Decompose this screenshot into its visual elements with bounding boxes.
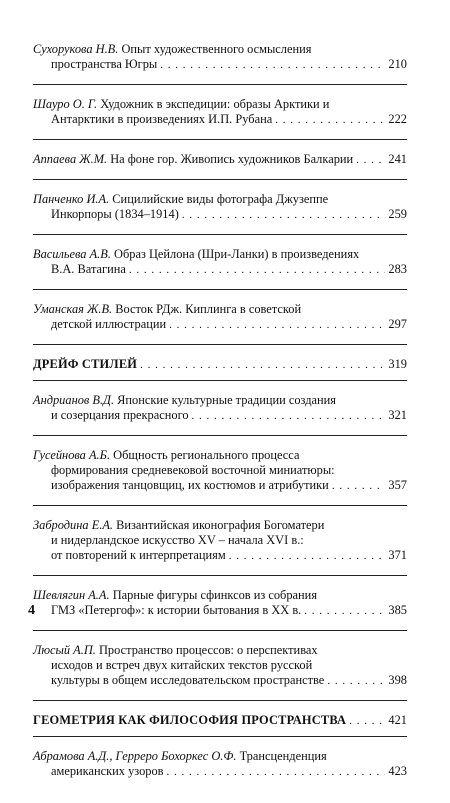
entry-last-line — [33, 408, 407, 424]
entry-title-start: Японские культурные традиции создания — [117, 393, 336, 407]
entry-title-start: Восток РДж. Киплинга в советской — [115, 302, 302, 316]
entry-title-end: ГМЗ «Петергоф»: к истории бытования в XX в. — [51, 603, 302, 617]
entry-last-line — [33, 478, 407, 494]
entry-author: Гусейнова А.Б. — [33, 448, 111, 462]
entry-page-number: 423 — [388, 764, 407, 778]
dot-leader — [167, 765, 386, 780]
entry-author: Сухорукова Н.В. — [33, 42, 119, 56]
entry-first-line — [33, 247, 407, 262]
entry-title-end: изображения танцовщиц, их костюмов и атрибутики — [51, 478, 329, 492]
toc-entry — [33, 588, 407, 631]
dot-leader — [182, 208, 386, 223]
entry-first-line — [33, 393, 407, 408]
entry-page-number: 321 — [388, 408, 407, 422]
entry-last-line — [33, 673, 407, 689]
entry-last-line — [33, 603, 407, 619]
toc-section — [33, 357, 407, 381]
entry-title-line: исходов и встреч двух китайских текстов русской — [51, 658, 313, 672]
entry-last-line — [33, 764, 407, 780]
entry-first-line — [33, 192, 407, 207]
entry-title-line: и нидерландское искусство XV – начала XVI в.: — [51, 533, 304, 547]
entry-page-number: 421 — [388, 713, 407, 727]
toc-entry — [33, 518, 407, 576]
entry-title-end: Инкорпоры (1834–1914) — [51, 207, 179, 221]
dot-leader — [327, 674, 385, 689]
entry-author: Забродина Е.А. — [33, 518, 114, 532]
entry-page-number: 319 — [388, 357, 407, 371]
entry-author: Васильева А.В. — [33, 247, 111, 261]
dot-leader — [160, 58, 385, 73]
dot-leader — [229, 549, 386, 564]
page-number: 4 — [28, 603, 35, 618]
entry-first-line — [33, 518, 407, 533]
entry-page-number: 297 — [388, 317, 407, 331]
entry-title-start: Византийская иконография Богоматери — [116, 518, 325, 532]
entry-author: Панченко И.А. — [33, 192, 110, 206]
entry-last-line — [33, 713, 407, 729]
toc-entry — [33, 192, 407, 235]
section-title: ДРЕЙФ СТИЛЕЙ — [33, 357, 138, 371]
entry-author: Шауро О. Г. — [33, 97, 98, 111]
dot-leader — [169, 318, 385, 333]
entry-title-end: от повторений к интерпретациям — [51, 548, 226, 562]
section-title: ГЕОМЕТРИЯ КАК ФИЛОСОФИЯ ПРОСТРАНСТВА — [33, 713, 347, 727]
entry-title-start: Общность регионального процесса — [113, 448, 300, 462]
entry-author: Шевлягин А.А. — [33, 588, 110, 602]
entry-first-line — [33, 42, 407, 57]
entry-page-number: 398 — [388, 673, 407, 687]
entry-title-start: Парные фигуры сфинксов из собрания — [112, 588, 318, 602]
dot-leader — [129, 263, 386, 278]
entry-title-end: На фоне гор. Живопись художников Балкарии — [110, 152, 354, 166]
entry-page-number: 371 — [388, 548, 407, 562]
entry-last-line — [33, 57, 407, 73]
entry-first-line — [33, 97, 407, 112]
entry-first-line — [33, 749, 407, 764]
entry-last-line — [33, 112, 407, 128]
entry-last-line — [33, 317, 407, 333]
entry-author: Андрианов В.Д. — [33, 393, 115, 407]
entry-first-line — [33, 448, 407, 463]
entry-title-start: Опыт художественного осмысления — [121, 42, 312, 56]
toc-entry — [33, 42, 407, 85]
toc-entry — [33, 302, 407, 345]
entry-title-start: Пространство процессов: о перспективах — [98, 643, 318, 657]
entry-author: Уманская Ж.В. — [33, 302, 113, 316]
entry-title-start: Трансценденция — [239, 749, 327, 763]
entry-page-number: 283 — [388, 262, 407, 276]
entry-page-number: 259 — [388, 207, 407, 221]
entry-last-line — [33, 548, 407, 564]
toc-entry — [33, 97, 407, 140]
entry-first-line — [33, 643, 407, 658]
toc-entry — [33, 393, 407, 436]
entry-title-start: Художник в экспедиции: образы Арктики и — [100, 97, 330, 111]
entry-title-end: американских узоров — [51, 764, 164, 778]
entry-page-number: 210 — [388, 57, 407, 71]
entry-title-end: детской иллюстрации — [51, 317, 167, 331]
toc-entry — [33, 247, 407, 290]
entry-title-end: культуры в общем исследовательском пространстве — [51, 673, 325, 687]
entry-last-line — [33, 357, 407, 373]
entry-title-end: В.А. Ватагина — [51, 262, 126, 276]
dot-leader — [349, 714, 385, 729]
toc-entry — [33, 749, 407, 791]
entry-author: Аппаева Ж.М. — [33, 152, 108, 166]
table-of-contents — [33, 42, 407, 803]
entry-page-number: 241 — [388, 152, 407, 166]
entry-first-line — [33, 588, 407, 603]
entry-title-start: Образ Цейлона (Шри-Ланки) в произведениях — [114, 247, 360, 261]
toc-entry — [33, 152, 407, 180]
entry-page-number: 385 — [388, 603, 407, 617]
dot-leader — [140, 358, 385, 373]
toc-section — [33, 713, 407, 737]
dot-leader — [192, 409, 386, 424]
entry-title-start: Сицилийские виды фотографа Джузеппе — [112, 192, 329, 206]
entry-last-line — [33, 207, 407, 223]
dot-leader — [304, 604, 385, 619]
entry-title-end: и созерцания прекрасного — [51, 408, 189, 422]
entry-last-line — [33, 262, 407, 278]
entry-title-end: Антарктики в произведениях И.П. Рубана — [51, 112, 273, 126]
dot-leader — [356, 153, 385, 168]
entry-first-line — [33, 302, 407, 317]
dot-leader — [332, 479, 386, 494]
toc-entry — [33, 448, 407, 506]
entry-author: Абрамова А.Д., Герреро Бохоркес О.Ф. — [33, 749, 237, 763]
entry-last-line — [33, 152, 407, 168]
entry-page-number: 357 — [388, 478, 407, 492]
dot-leader — [275, 113, 385, 128]
entry-title-end: пространства Югры — [51, 57, 158, 71]
entry-title-line: формирования средневековой восточной миниатюры: — [51, 463, 335, 477]
entry-author: Люсый А.П. — [33, 643, 96, 657]
entry-page-number: 222 — [388, 112, 407, 126]
toc-entry — [33, 643, 407, 701]
